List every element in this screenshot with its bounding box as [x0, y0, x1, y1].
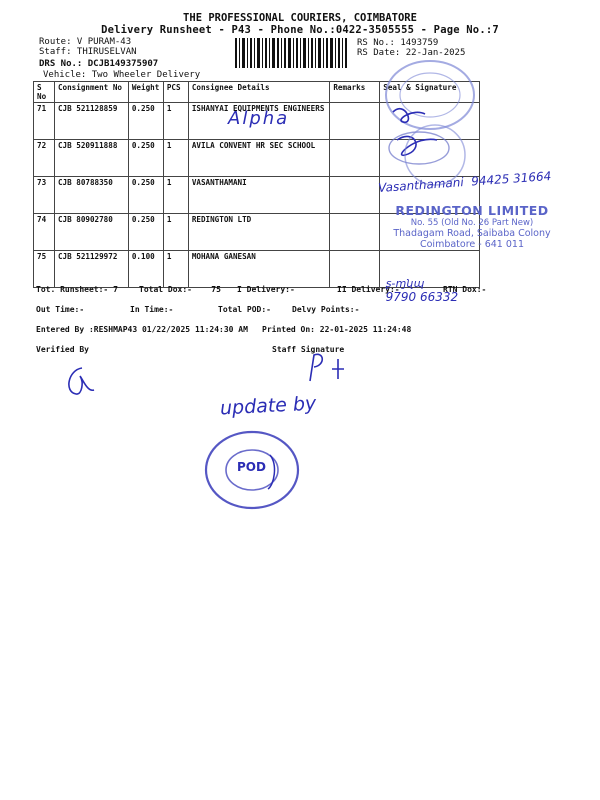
cell-pcs: 1	[163, 103, 188, 140]
stamp-company-name: REDINGTON LIMITED	[395, 203, 549, 218]
cell-consignee: REDINGTON LTD	[188, 214, 330, 251]
cell-sno: 72	[34, 140, 55, 177]
cell-consignment: CJB 521128859	[54, 103, 128, 140]
cell-consignee: MOHANA GANESAN	[188, 251, 330, 288]
col-seal-signature: Seal & Signature	[380, 82, 480, 103]
cell-remarks	[330, 140, 380, 177]
col-pcs: PCS	[163, 82, 188, 103]
entered-by: Entered By :RESHMAP43 01/22/2025 11:24:30 AM	[36, 325, 248, 334]
cell-weight: 0.250	[128, 177, 163, 214]
pod-stamp-label: POD	[237, 460, 266, 474]
handwritten-phone-number: 9790 66332	[385, 290, 459, 304]
cell-weight: 0.250	[128, 103, 163, 140]
route-label: Route: V PURAM-43	[39, 37, 132, 47]
cell-pcs: 1	[163, 140, 188, 177]
cell-consignee: ISHANYAI EQUIPMENTS ENGINEERS	[188, 103, 330, 140]
handwritten-update-by: update by	[219, 392, 317, 420]
redington-stamp	[382, 203, 562, 250]
total-dox: Total Dox:- 75	[139, 285, 221, 294]
out-time: Out Time:-	[36, 305, 85, 314]
cell-consignment: CJB 80902780	[54, 214, 128, 251]
cell-weight: 0.250	[128, 140, 163, 177]
rtn-dox: RTN Dox:-	[443, 285, 487, 294]
handwritten-phone	[378, 262, 458, 304]
rs-date: RS Date: 22-Jan-2025	[357, 48, 466, 58]
cell-consignment: CJB 520911888	[54, 140, 128, 177]
cell-consignee: VASANTHAMANI	[188, 177, 330, 214]
cell-remarks	[330, 251, 380, 288]
cell-sno: 73	[34, 177, 55, 214]
signature-scribble: ʂ-ɱʯɰ	[385, 277, 425, 290]
cell-weight: 0.100	[128, 251, 163, 288]
handwritten-vasanthamani: Vasanthamani 94425 31664	[377, 168, 552, 196]
cell-pcs: 1	[163, 177, 188, 214]
cell-consignee: AVILA CONVENT HR SEC SCHOOL	[188, 140, 330, 177]
cell-remarks	[330, 103, 380, 140]
delvy-points: Delvy Points:-	[292, 305, 360, 314]
verified-signature	[60, 362, 100, 402]
col-weight: Weight	[128, 82, 163, 103]
i-delivery: I Delivery:-	[237, 285, 295, 294]
cell-consignment: CJB 521129972	[54, 251, 128, 288]
col-consignee: Consignee Details	[188, 82, 330, 103]
col-remarks: Remarks	[330, 82, 380, 103]
cell-sno: 75	[34, 251, 55, 288]
handwritten-alpha: Alpha	[228, 108, 290, 129]
cell-remarks	[330, 177, 380, 214]
stamp-address-line: Thadagam Road, Saibaba Colony	[393, 228, 551, 239]
cell-pcs: 1	[163, 214, 188, 251]
staff-label: Staff: THIRUSELVAN	[39, 47, 137, 57]
vehicle-label: Vehicle: Two Wheeler Delivery	[43, 70, 201, 80]
runsheet-subtitle: Delivery Runsheet - P43 - Phone No.:0422-3505555 - Page No.:7	[101, 24, 499, 36]
stamp-address-line: Coimbatore - 641 011	[419, 239, 525, 250]
cell-remarks	[330, 214, 380, 251]
cell-pcs: 1	[163, 251, 188, 288]
verified-by: Verified By	[36, 345, 89, 354]
cell-consignment: CJB 80788350	[54, 177, 128, 214]
barcode	[235, 38, 347, 68]
staff-signature-scribble	[300, 345, 360, 385]
ii-delivery: II Delivery:-	[337, 285, 400, 294]
cell-sno: 74	[34, 214, 55, 251]
staff-signature: Staff Signature	[272, 345, 345, 354]
tot-runsheet: Tot. Runsheet:- 7	[36, 285, 118, 294]
printed-on: Printed On: 22-01-2025 11:24:48	[262, 325, 412, 334]
company-title: THE PROFESSIONAL COURIERS, COIMBATORE	[183, 12, 417, 24]
in-time: In Time:-	[130, 305, 174, 314]
cell-weight: 0.250	[128, 214, 163, 251]
drs-number: DRS No.: DCJB149375907	[39, 59, 159, 69]
col-consignment: Consignment No	[54, 82, 128, 103]
cell-sno: 71	[34, 103, 55, 140]
total-pod: Total POD:-	[218, 305, 271, 314]
stamp-address-line: No. 55 (Old No. 26 Part New)	[410, 218, 534, 228]
rs-number: RS No.: 1493759	[357, 38, 439, 48]
col-sno: S No	[34, 82, 55, 103]
